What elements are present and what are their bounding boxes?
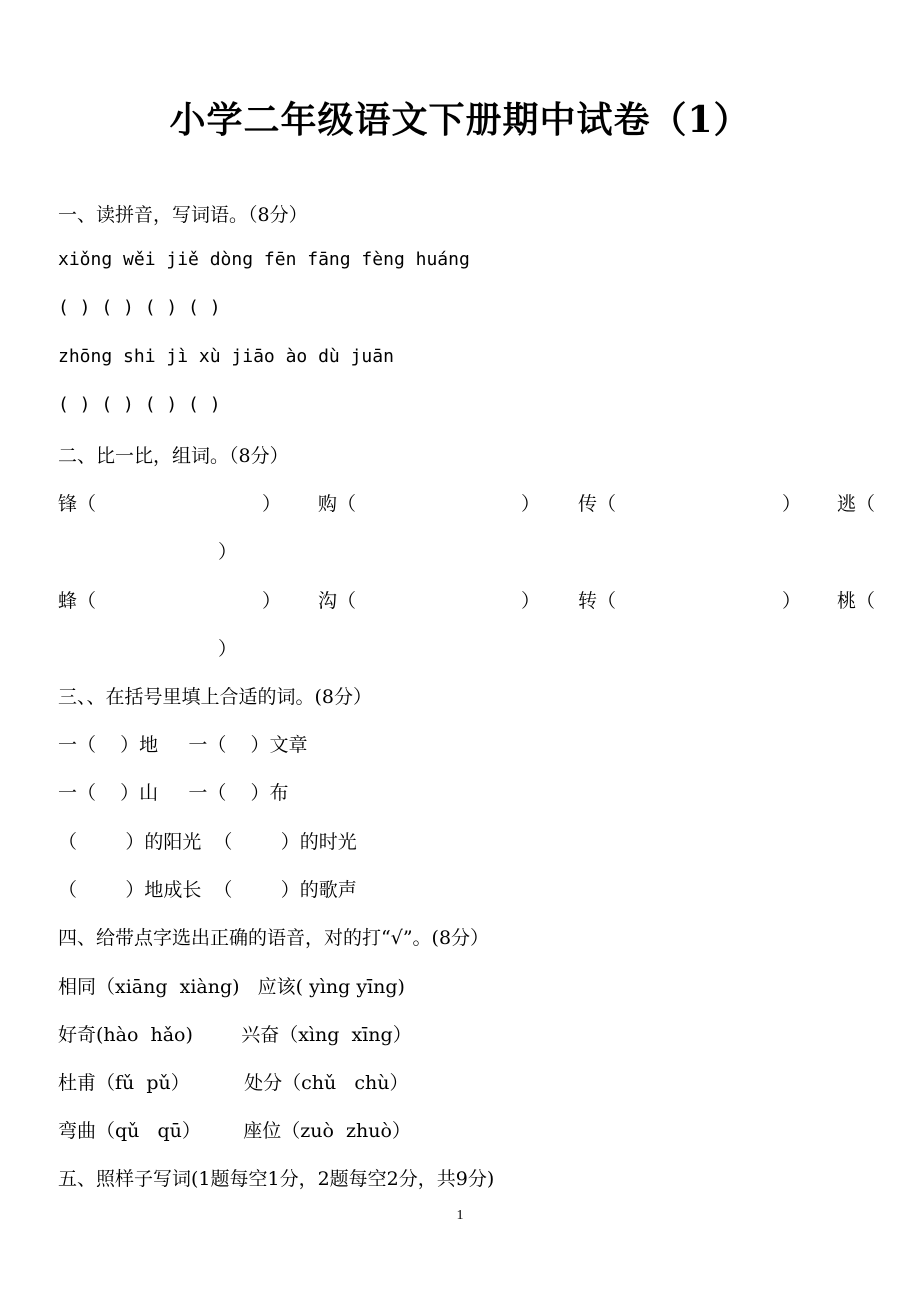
q4-line: 相同（xiāng xiàng) 应该( yìng yīng) xyxy=(58,976,405,998)
q4-line: 杜甫（fǔ pǔ） 处分（chǔ chù） xyxy=(58,1072,409,1094)
page-title: 小学二年级语文下册期中试卷（1） xyxy=(169,99,751,141)
q2-item-close: ） xyxy=(782,590,802,612)
q3-line: （ ）地成长 （ ）的歌声 xyxy=(58,879,357,901)
q2-item-open: 逃（ xyxy=(837,493,876,515)
q1-blanks-row-1: ( ) ( ) ( ) ( ) xyxy=(58,297,221,318)
q5-heading: 五、照样子写词(1题每空1分，2题每空2分，共9分) xyxy=(58,1168,495,1190)
q1-blanks-row-2: ( ) ( ) ( ) ( ) xyxy=(58,394,221,415)
q1-pinyin-row-2: zhōng shi jì xù jiāo ào dù juān xyxy=(58,346,394,367)
q4-line: 弯曲（qǔ qū） 座位（zuò zhuò） xyxy=(58,1120,411,1142)
q2-item-open: 沟（ xyxy=(318,590,357,612)
q2-item-open: 购（ xyxy=(318,493,357,515)
q2-item-open: 传（ xyxy=(578,493,617,515)
q2-item-open: 桃（ xyxy=(837,590,876,612)
q2-item-close-wrapped: ） xyxy=(218,638,238,660)
q3-heading: 三、、在括号里填上合适的词。(8分） xyxy=(58,686,373,708)
q2-item-close: ） xyxy=(262,590,282,612)
page-number: 1 xyxy=(456,1208,464,1223)
q2-item-close-wrapped: ） xyxy=(218,541,238,563)
q2-item-open: 转（ xyxy=(578,590,617,612)
q3-line: （ ）的阳光 （ ）的时光 xyxy=(58,831,357,853)
q2-heading: 二、比一比，组词。（8分） xyxy=(58,445,289,467)
q2-item-close: ） xyxy=(521,590,541,612)
q3-line: 一（ ）地 一（ ）文章 xyxy=(58,734,308,756)
q1-pinyin-row-1: xiǒng wěi jiě dòng fēn fāng fèng huáng xyxy=(58,249,470,270)
q3-line: 一（ ）山 一（ ）布 xyxy=(58,782,289,804)
q4-line: 好奇(hào hǎo) 兴奋（xìng xīng） xyxy=(58,1024,412,1046)
q2-item-open: 蜂（ xyxy=(58,590,97,612)
q2-item-close: ） xyxy=(262,493,282,515)
q2-item-close: ） xyxy=(521,493,541,515)
q4-heading: 四、给带点字选出正确的语音，对的打“√”。(8分） xyxy=(58,927,490,949)
q2-item-open: 锋（ xyxy=(58,493,97,515)
q2-item-close: ） xyxy=(782,493,802,515)
q1-heading: 一、读拼音，写词语。（8分） xyxy=(58,204,308,226)
